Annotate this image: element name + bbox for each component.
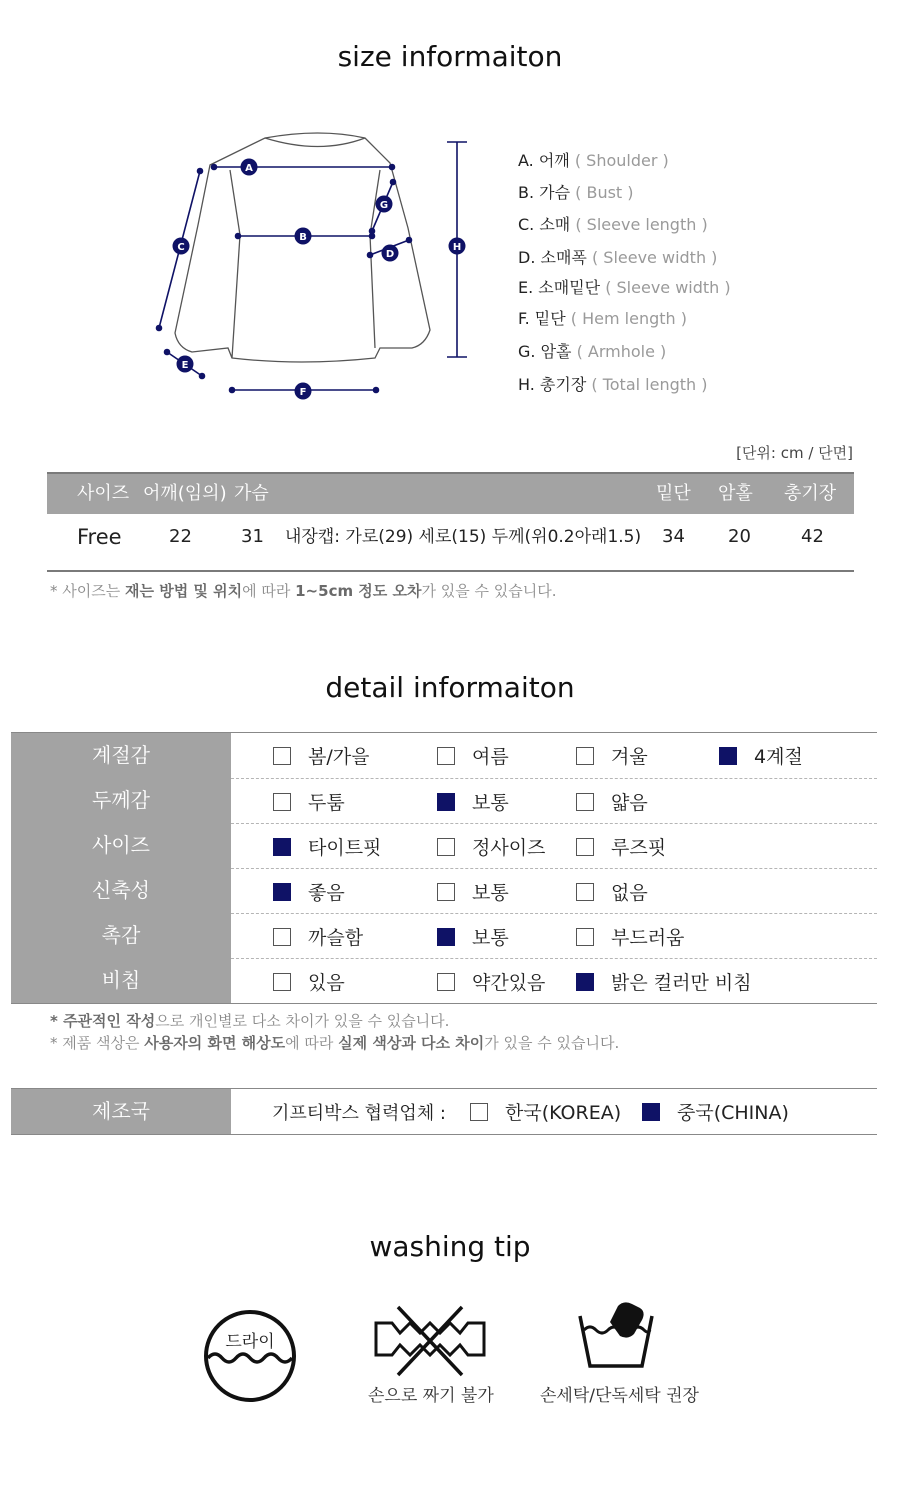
legend-e: E. 소매밑단 ( Sleeve width )	[518, 278, 731, 297]
svg-text:C: C	[177, 242, 185, 253]
checkbox-checked[interactable]	[437, 793, 455, 811]
detail-info-title: detail informaiton	[325, 671, 575, 704]
checkbox[interactable]	[273, 973, 291, 991]
detail-row-season	[11, 733, 877, 778]
svg-text:G: G	[379, 200, 389, 211]
checkbox[interactable]	[273, 793, 291, 811]
row-label: 계절감	[11, 733, 231, 778]
checkbox-checked[interactable]	[576, 973, 594, 991]
row-label: 사이즈	[11, 823, 231, 868]
cell-hem: 34	[662, 526, 685, 547]
option-rough[interactable]: 까슬함	[273, 914, 363, 959]
option-spring-fall[interactable]: 봄/가을	[273, 733, 369, 778]
option-china[interactable]: 중국(CHINA)	[642, 1089, 789, 1134]
checkbox-checked[interactable]	[437, 928, 455, 946]
option-sheer-slight[interactable]: 약간있음	[437, 959, 545, 1004]
detail-row-stretch	[11, 868, 877, 913]
row-label: 비침	[11, 958, 231, 1003]
legend-a: A. 어깨 ( Shoulder )	[518, 151, 669, 170]
detail-row-texture	[11, 913, 877, 958]
option-stretch-good[interactable]: 좋음	[273, 869, 345, 914]
svg-text:E: E	[181, 360, 189, 371]
legend-b: B. 가슴 ( Bust )	[518, 183, 634, 202]
option-normal[interactable]: 보통	[437, 779, 509, 824]
checkbox[interactable]	[273, 747, 291, 765]
option-loose-fit[interactable]: 루즈핏	[576, 824, 666, 869]
checkbox[interactable]	[437, 973, 455, 991]
legend-c: C. 소매 ( Sleeve length )	[518, 215, 708, 234]
option-stretch-none[interactable]: 없음	[576, 869, 648, 914]
no-wring-icon	[372, 1305, 488, 1379]
partner-label: 기프티박스 협력업체 :	[272, 1102, 446, 1124]
checkbox[interactable]	[576, 747, 594, 765]
option-summer[interactable]: 여름	[437, 733, 509, 778]
col-total: 총기장	[784, 483, 837, 504]
no-wring-caption: 손으로 짜기 불가	[368, 1386, 494, 1406]
washing-tip-title: washing tip	[369, 1230, 531, 1263]
checkbox-checked[interactable]	[642, 1103, 660, 1121]
checkbox-checked[interactable]	[273, 883, 291, 901]
option-regular-fit[interactable]: 정사이즈	[437, 824, 545, 869]
dry-clean-label: 드라이	[225, 1332, 275, 1352]
legend-d: D. 소매폭 ( Sleeve width )	[518, 248, 718, 267]
option-texture-normal[interactable]: 보통	[437, 914, 509, 959]
option-sheer-yes[interactable]: 있음	[273, 959, 345, 1004]
hand-wash-icon	[576, 1300, 656, 1370]
option-winter[interactable]: 겨울	[576, 733, 648, 778]
svg-text:A: A	[245, 163, 253, 174]
svg-text:F: F	[299, 387, 307, 398]
option-thick[interactable]: 두툼	[273, 779, 345, 824]
detail-note-2: * 제품 색상은 사용자의 화면 해상도에 따라 실제 색상과 다소 차이가 있을 수 있습니다.	[50, 1034, 620, 1052]
cell-extra: 내장캡: 가로(29) 세로(15) 두께(위0.2아래1.5)	[285, 527, 642, 547]
col-shoulder: 어깨(임의)	[143, 483, 227, 504]
checkbox-checked[interactable]	[719, 747, 737, 765]
detail-row-sheer	[11, 958, 877, 1003]
size-table-row	[47, 515, 854, 572]
option-thin[interactable]: 얇음	[576, 779, 648, 824]
unit-label: [단위: cm / 단면]	[736, 444, 853, 462]
legend-h: H. 총기장 ( Total length )	[518, 375, 708, 394]
row-label: 촉감	[11, 913, 231, 958]
option-tight-fit[interactable]: 타이트핏	[273, 824, 381, 869]
size-table-header	[47, 472, 854, 514]
col-hem: 밑단	[656, 483, 691, 504]
legend-f: F. 밑단 ( Hem length )	[518, 309, 688, 328]
cell-size: Free	[77, 525, 122, 549]
origin-label: 제조국	[11, 1089, 231, 1134]
detail-row-fit	[11, 823, 877, 868]
cell-total: 42	[801, 526, 824, 547]
checkbox[interactable]	[576, 883, 594, 901]
hand-wash-caption: 손세탁/단독세탁 권장	[540, 1386, 699, 1406]
size-info-title: size informaiton	[337, 40, 563, 73]
option-soft[interactable]: 부드러움	[576, 914, 684, 959]
checkbox[interactable]	[576, 793, 594, 811]
dry-clean-icon	[200, 1308, 300, 1404]
row-label: 신축성	[11, 868, 231, 913]
cell-shoulder: 22	[169, 526, 192, 547]
checkbox[interactable]	[576, 838, 594, 856]
garment-diagram	[150, 130, 490, 410]
checkbox-checked[interactable]	[273, 838, 291, 856]
svg-text:H: H	[452, 242, 462, 253]
checkbox[interactable]	[437, 883, 455, 901]
svg-text:B: B	[299, 232, 307, 243]
size-note: * 사이즈는 재는 방법 및 위치에 따라 1~5cm 정도 오차가 있을 수 있습니다.	[50, 582, 557, 600]
measure-lines	[157, 142, 468, 393]
checkbox[interactable]	[576, 928, 594, 946]
detail-table	[11, 732, 877, 1004]
checkbox[interactable]	[437, 747, 455, 765]
row-label: 두께감	[11, 778, 231, 823]
option-korea[interactable]: 한국(KOREA)	[470, 1089, 621, 1134]
cell-armhole: 20	[728, 526, 751, 547]
checkbox[interactable]	[273, 928, 291, 946]
checkbox[interactable]	[470, 1103, 488, 1121]
origin-row	[11, 1088, 877, 1135]
option-all-season[interactable]: 4계절	[719, 733, 803, 778]
checkbox[interactable]	[437, 838, 455, 856]
col-armhole: 암홀	[718, 483, 753, 504]
detail-row-thickness	[11, 778, 877, 823]
svg-text:D: D	[385, 249, 395, 260]
detail-note-1: * 주관적인 작성으로 개인별로 다소 차이가 있을 수 있습니다.	[50, 1012, 450, 1030]
option-stretch-normal[interactable]: 보통	[437, 869, 509, 914]
col-size: 사이즈	[77, 483, 130, 504]
col-bust: 가슴	[234, 483, 269, 504]
option-sheer-light-colors[interactable]: 밝은 컬러만 비침	[576, 959, 752, 1004]
legend-g: G. 암홀 ( Armhole )	[518, 342, 667, 361]
cell-bust: 31	[241, 526, 264, 547]
